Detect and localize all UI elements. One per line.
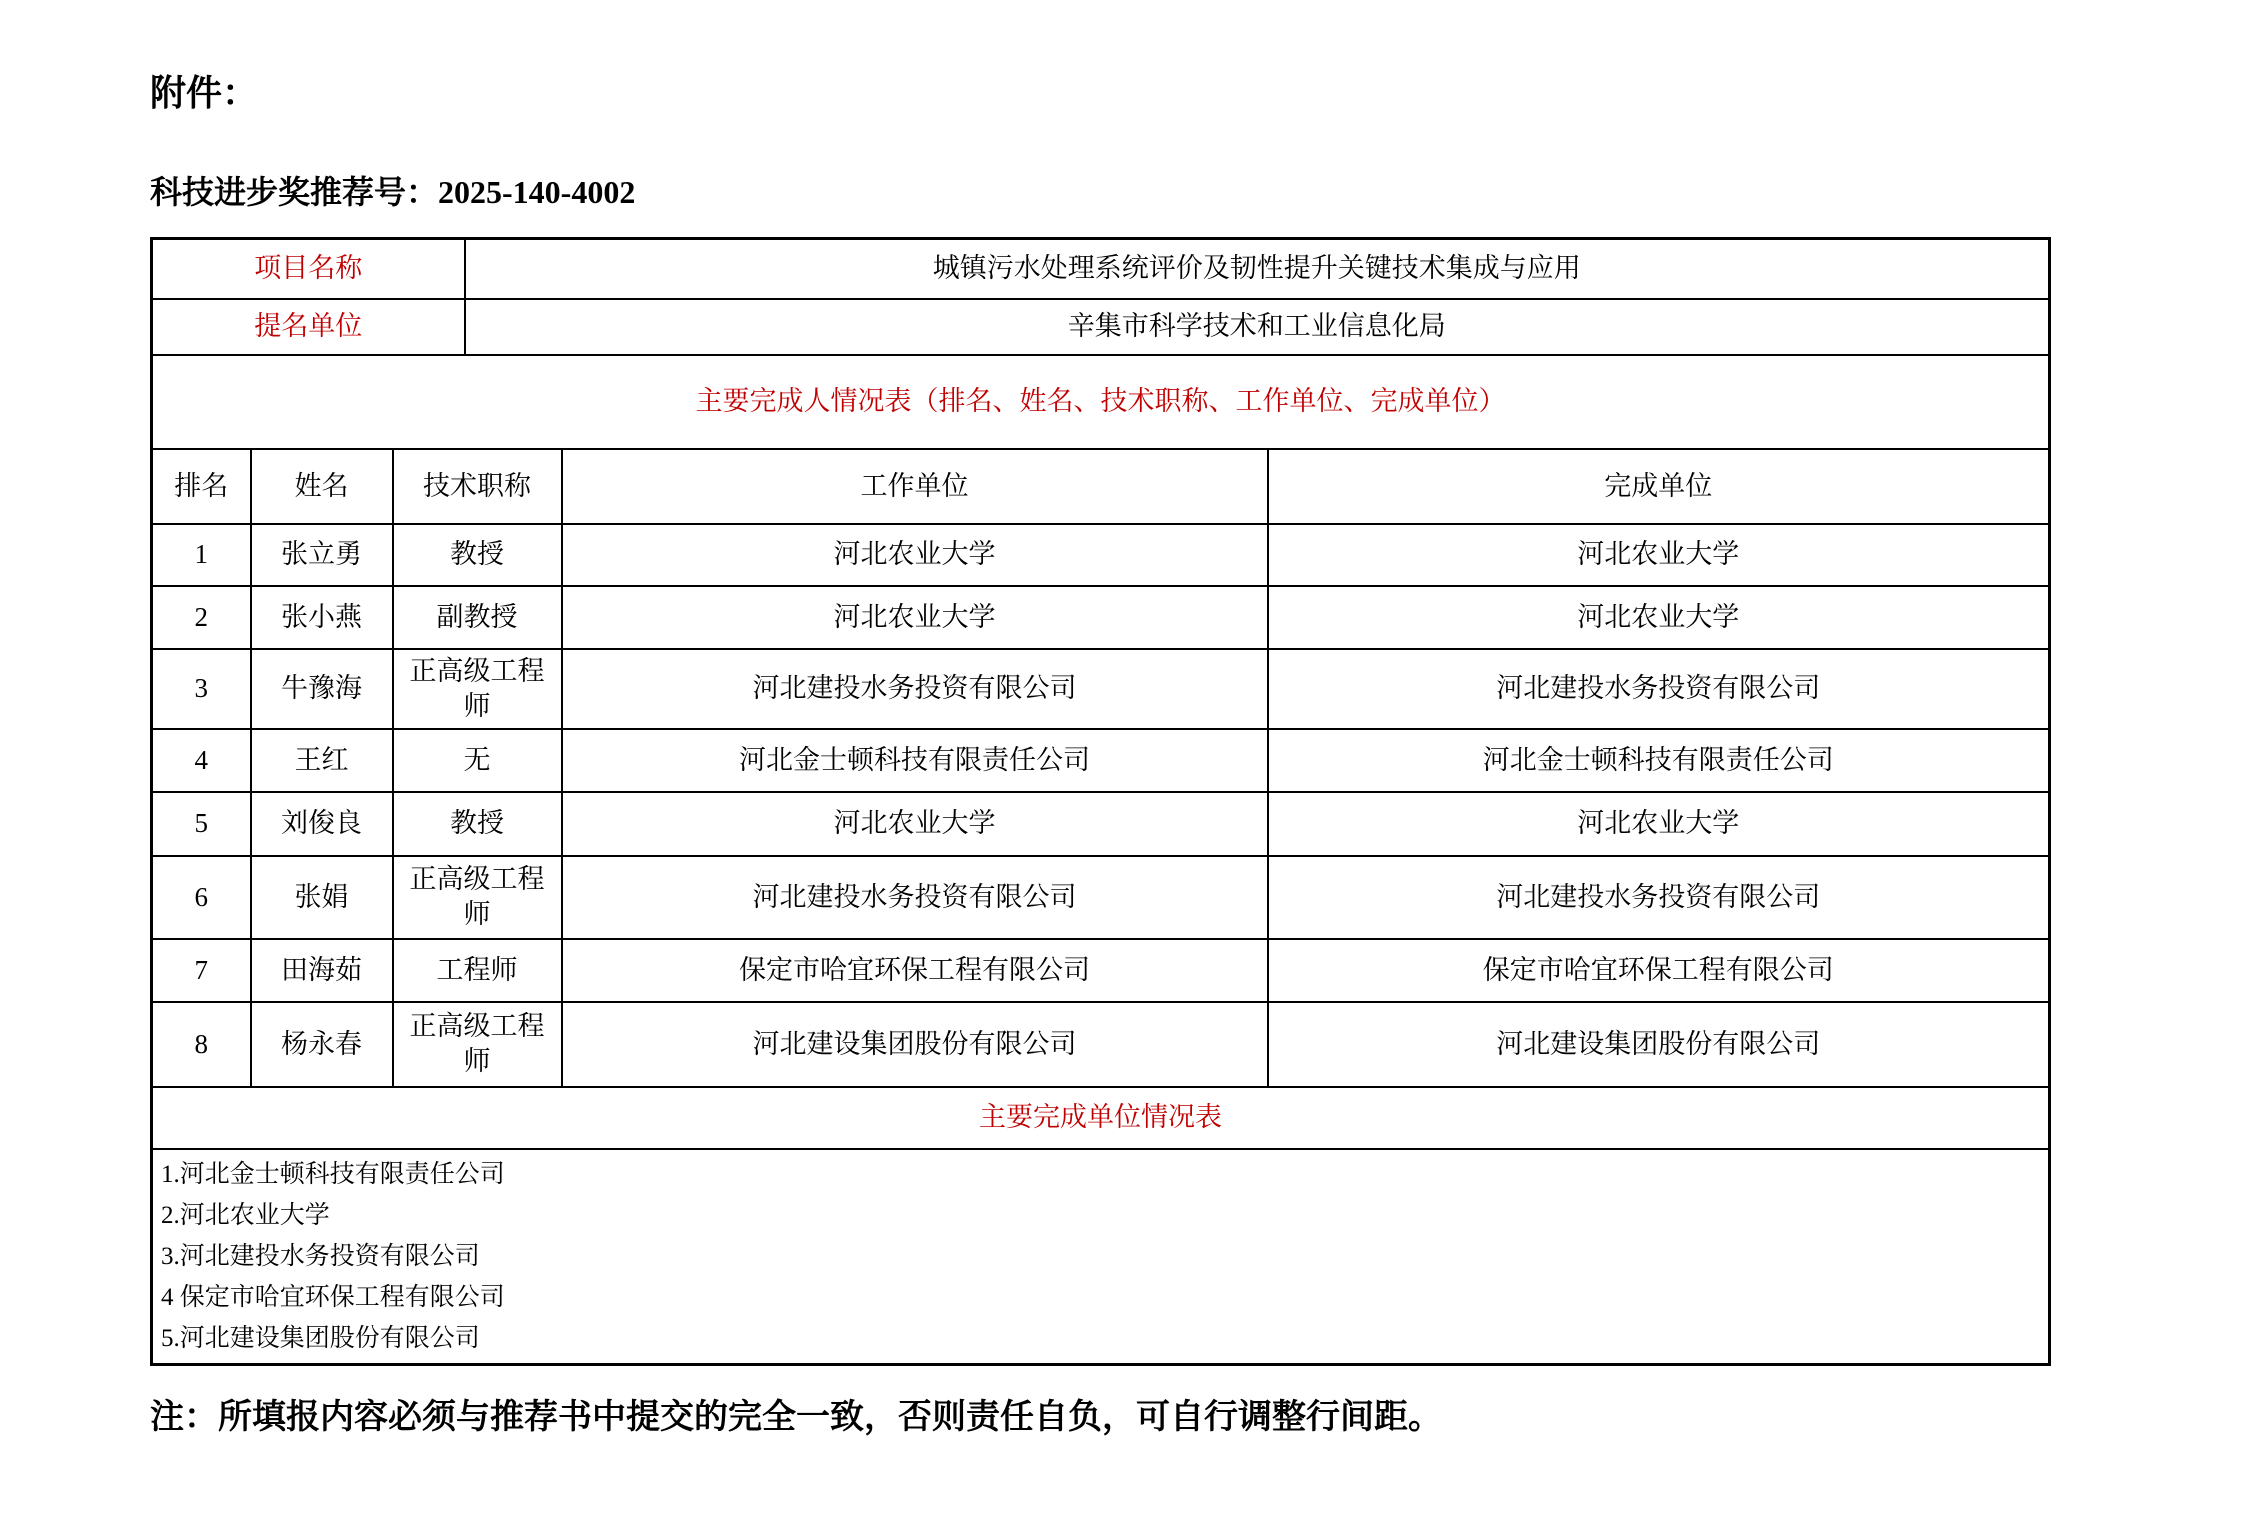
completer-title: 正高级工程师 [393,856,562,939]
unit-item: 4 保定市哈宜环保工程有限公司 [161,1283,505,1311]
nominator-row [152,299,2050,355]
completer-rank: 8 [152,1002,251,1087]
nominator-label: 提名单位 [152,299,465,355]
completer-name: 王红 [251,729,393,792]
completer-title: 无 [393,729,562,792]
completer-title: 工程师 [393,939,562,1002]
completer-name: 张娟 [251,856,393,939]
completer-name: 张立勇 [251,524,393,586]
completer-completing-unit: 保定市哈宜环保工程有限公司 [1268,939,2050,1002]
table-row [152,586,2050,649]
completer-rank: 7 [152,939,251,1002]
header-name: 姓名 [251,449,393,524]
unit-item: 3.河北建投水务投资有限公司 [161,1242,480,1270]
completer-name: 田海茹 [251,939,393,1002]
award-table [150,237,2051,1366]
completer-work-unit: 河北金士顿科技有限责任公司 [562,729,1268,792]
header-rank: 排名 [152,449,251,524]
recommendation-number: 2025-140-4002 [438,174,636,211]
completer-name: 杨永春 [251,1002,393,1087]
completer-title: 正高级工程师 [393,649,562,729]
completer-name: 刘俊良 [251,792,393,856]
units-list-row [152,1149,2050,1365]
table-row [152,524,2050,586]
project-name-value: 城镇污水处理系统评价及韧性提升关键技术集成与应用 [465,239,2050,299]
project-name-row [152,239,2050,299]
table-row [152,649,2050,729]
completer-work-unit: 河北建投水务投资有限公司 [562,856,1268,939]
completer-name: 牛豫海 [251,649,393,729]
recommendation-number-line [150,167,2048,213]
units-list [152,1149,2050,1365]
completer-work-unit: 保定市哈宜环保工程有限公司 [562,939,1268,1002]
nominator-value: 辛集市科学技术和工业信息化局 [465,299,2050,355]
completers-header-row [152,449,2050,524]
completer-completing-unit: 河北建设集团股份有限公司 [1268,1002,2050,1087]
header-work-unit: 工作单位 [562,449,1268,524]
table-row [152,939,2050,1002]
completer-work-unit: 河北建设集团股份有限公司 [562,1002,1268,1087]
recommendation-label: 科技进步奖推荐号： [150,174,439,211]
completer-rank: 1 [152,524,251,586]
completer-title: 副教授 [393,586,562,649]
header-completing-unit: 完成单位 [1268,449,2050,524]
completer-work-unit: 河北建投水务投资有限公司 [562,649,1268,729]
completer-completing-unit: 河北金士顿科技有限责任公司 [1268,729,2050,792]
completer-work-unit: 河北农业大学 [562,524,1268,586]
units-table-title: 主要完成单位情况表 [152,1087,2050,1149]
completer-work-unit: 河北农业大学 [562,586,1268,649]
table-row [152,792,2050,856]
completer-completing-unit: 河北农业大学 [1268,524,2050,586]
completer-completing-unit: 河北建投水务投资有限公司 [1268,649,2050,729]
table-row [152,856,2050,939]
completer-title: 教授 [393,524,562,586]
table-row [152,1002,2050,1087]
completer-rank: 6 [152,856,251,939]
project-name-label: 项目名称 [152,239,465,299]
completer-rank: 3 [152,649,251,729]
unit-item: 2.河北农业大学 [161,1201,330,1229]
completer-completing-unit: 河北农业大学 [1268,792,2050,856]
footer-note: 注：所填报内容必须与推荐书中提交的完全一致，否则责任自负，可自行调整行间距。 [150,1398,1442,1436]
completer-completing-unit: 河北建投水务投资有限公司 [1268,856,2050,939]
completer-name: 张小燕 [251,586,393,649]
completers-title-row [152,355,2050,449]
header-title: 技术职称 [393,449,562,524]
completer-completing-unit: 河北农业大学 [1268,586,2050,649]
unit-item: 1.河北金士顿科技有限责任公司 [161,1160,505,1188]
completer-work-unit: 河北农业大学 [562,792,1268,856]
completer-rank: 5 [152,792,251,856]
completer-rank: 2 [152,586,251,649]
attachment-label: 附件： [150,73,259,113]
units-title-row [152,1087,2050,1149]
completer-title: 教授 [393,792,562,856]
table-row [152,729,2050,792]
unit-item: 5.河北建设集团股份有限公司 [161,1324,480,1352]
completers-table-title: 主要完成人情况表（排名、姓名、技术职称、工作单位、完成单位） [152,355,2050,449]
completer-title: 正高级工程师 [393,1002,562,1087]
completer-rank: 4 [152,729,251,792]
